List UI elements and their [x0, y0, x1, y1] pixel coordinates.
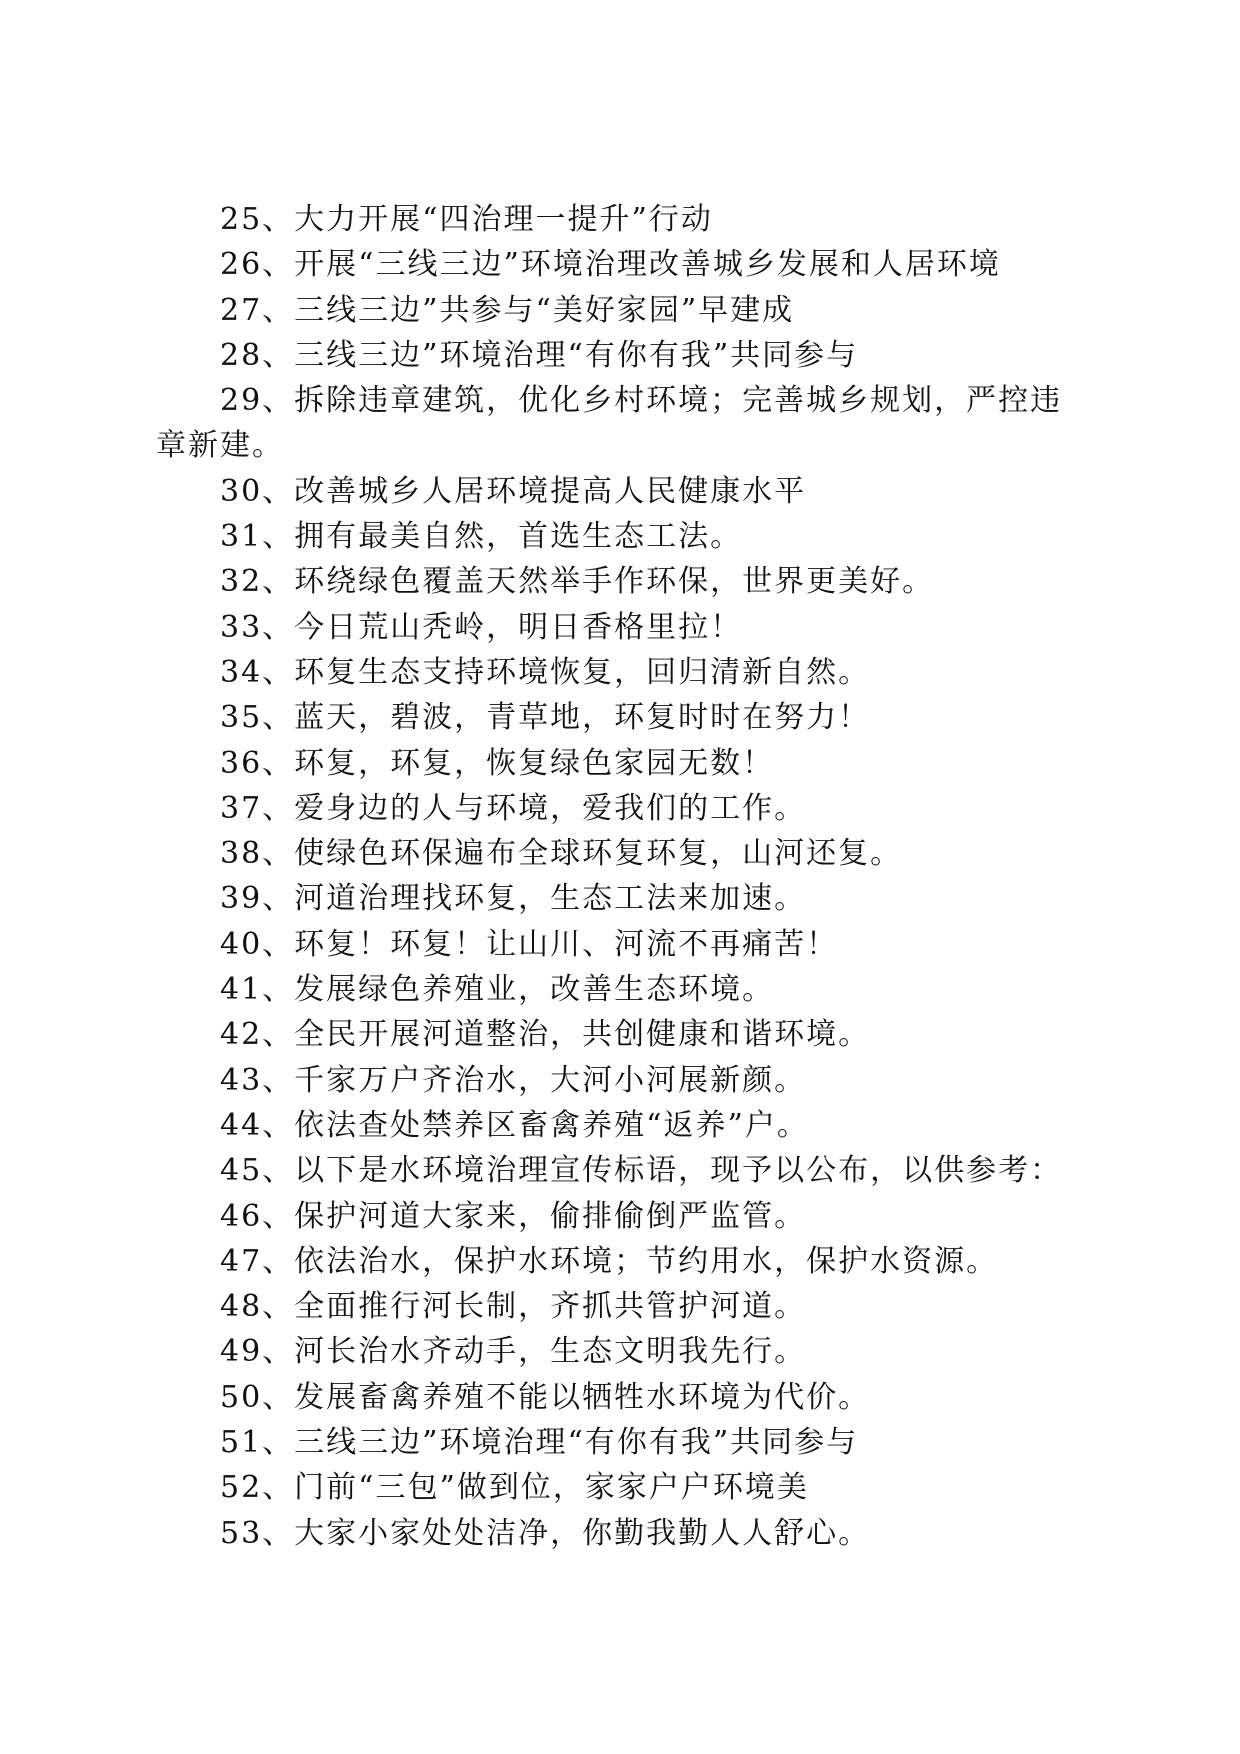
list-item: 42、全民开展河道整治，共创健康和谐环境。 [220, 1017, 871, 1053]
list-item: 45、以下是水环境治理宣传标语，现予以公布，以供参考： [220, 1153, 1063, 1189]
list-item: 49、河长治水齐动手，生态文明我先行。 [220, 1334, 807, 1370]
list-item: 26、开展“三线三边”环境治理改善城乡发展和人居环境 [220, 247, 1001, 283]
list-item: 43、千家万户齐治水，大河小河展新颜。 [220, 1062, 807, 1098]
list-item: 47、依法治水，保护水环境；节约用水，保护水资源。 [220, 1243, 999, 1279]
list-item: 30、改善城乡人居环境提高人民健康水平 [220, 473, 807, 509]
list-item: 31、拥有最美自然，首选生态工法。 [220, 519, 743, 555]
list-item: 29、拆除违章建筑，优化乡村环境；完善城乡规划，严控违章新建。 [156, 383, 1063, 464]
list-item: 39、河道治理找环复，生态工法来加速。 [220, 881, 807, 917]
list-item: 27、三线三边”共参与“美好家园”早建成 [220, 292, 795, 328]
list-item: 28、三线三边”环境治理“有你有我”共同参与 [220, 337, 859, 373]
list-item: 44、依法查处禁养区畜禽养殖“返养”户。 [220, 1107, 809, 1143]
list-item: 34、环复生态支持环境恢复，回归清新自然。 [220, 654, 871, 690]
list-item: 40、环复！环复！让山川、河流不再痛苦！ [220, 926, 839, 962]
list-item: 37、爱身边的人与环境，爱我们的工作。 [220, 790, 807, 826]
list-item: 53、大家小家处处洁净，你勤我勤人人舒心。 [220, 1515, 871, 1551]
list-item: 50、发展畜禽养殖不能以牺牲水环境为代价。 [220, 1379, 871, 1415]
list-item: 51、三线三边”环境治理“有你有我”共同参与 [220, 1425, 859, 1461]
list-item: 46、保护河道大家来，偷排偷倒严监管。 [220, 1198, 807, 1234]
list-item: 25、大力开展“四治理一提升”行动 [220, 202, 713, 237]
list-item: 41、发展绿色养殖业，改善生态环境。 [220, 972, 775, 1008]
list-item: 38、使绿色环保遍布全球环复环复，山河还复。 [220, 836, 903, 872]
list-item: 35、蓝天，碧波，青草地，环复时时在努力！ [220, 700, 871, 736]
list-item: 33、今日荒山秃岭，明日香格里拉！ [220, 609, 743, 645]
list-item: 48、全面推行河长制，齐抓共管护河道。 [220, 1289, 807, 1325]
slogan-list [156, 197, 1086, 1556]
list-item: 52、门前“三包”做到位，家家户户环境美 [220, 1470, 809, 1506]
list-item: 32、环绕绿色覆盖天然举手作环保，世界更美好。 [220, 564, 935, 600]
list-item: 36、环复，环复，恢复绿色家园无数！ [220, 745, 775, 781]
